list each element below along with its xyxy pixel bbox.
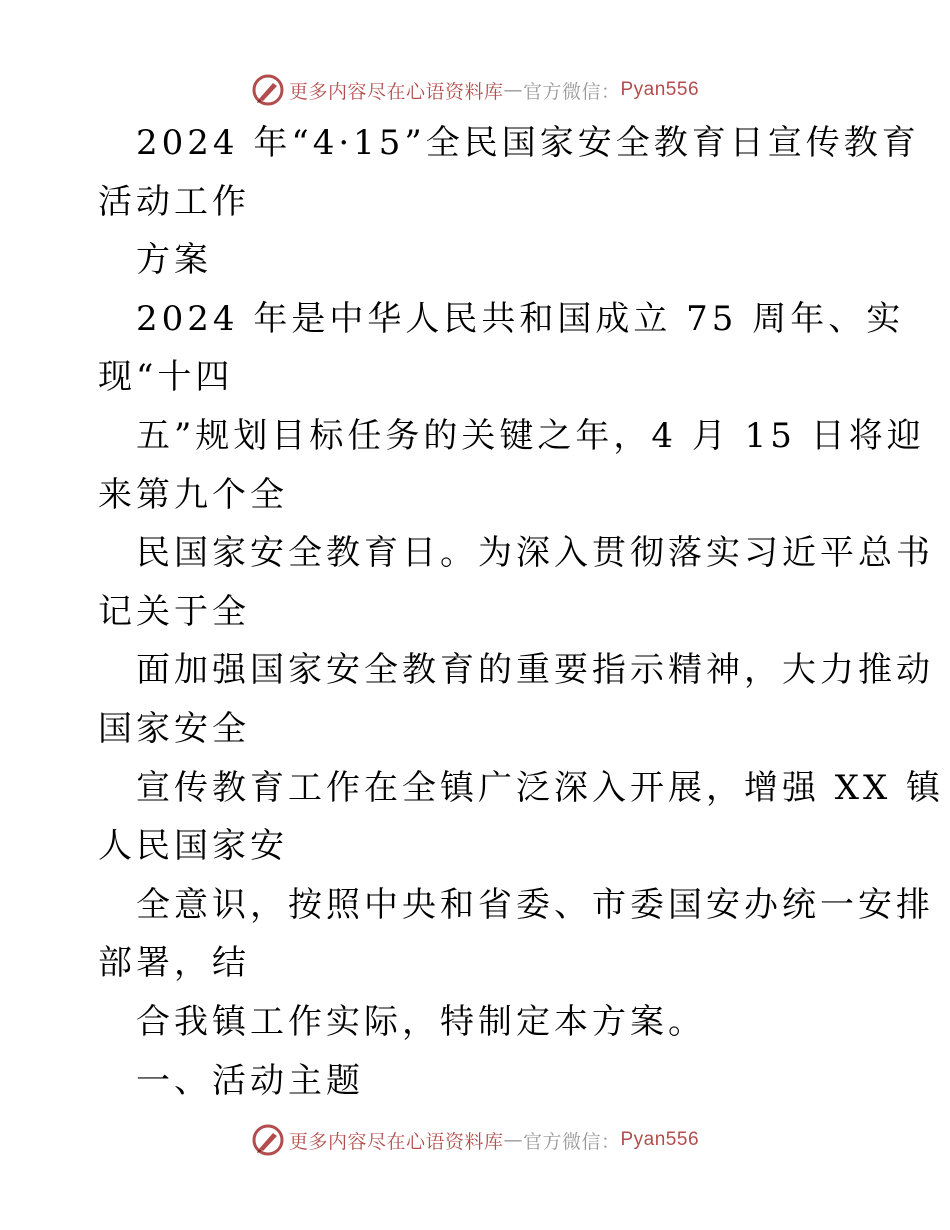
pen-circle-icon [251,1123,285,1157]
watermark-dash: — [503,79,523,101]
document-line: 2024 年是中华人民共和国成立 75 周年、实 [136,298,905,339]
watermark-wechat-label: 官方微信： [522,1130,621,1153]
document-line: 全意识，按照中央和省委、市委国安办统一安排 [136,884,934,925]
pen-circle-icon [251,73,285,107]
document-body [98,114,945,1110]
document-line: 记关于全 [98,591,250,632]
document-line: 宣传教育工作在全镇广泛深入开展，增强 XX 镇 [136,767,945,808]
watermark-wechat-id: Pyan556 [620,1129,700,1150]
document-line: 合我镇工作实际，特制定本方案。 [136,1001,706,1042]
document-line: 民国家安全教育日。为深入贯彻落实习近平总书 [136,533,934,574]
document-line: 现“十四 [98,357,234,398]
watermark-wechat-label: 官方微信： [522,80,621,103]
document-line: 五”规划目标任务的关键之年，4 月 15 日将迎 [136,415,925,456]
document-line: 一、活动主题 [136,1060,364,1101]
document-line: 来第九个全 [98,474,288,515]
footer-watermark [0,1120,950,1160]
document-line: 国家安全 [98,708,250,749]
document-line: 面加强国家安全教育的重要指示精神，大力推动 [136,650,934,691]
document-line: 部署，结 [98,943,250,984]
watermark-text: 更多内容尽在心语资料库 [288,1130,504,1153]
document-line: 人民国家安 [98,826,288,867]
document-line: 2024 年“4·15”全民国家安全教育日宣传教育 [136,123,920,163]
watermark-wechat-id: Pyan556 [620,79,700,100]
header-watermark [0,70,950,110]
watermark-dash: — [503,1129,523,1151]
document-line: 活动工作 [98,181,250,222]
document-line: 方案 [136,240,212,281]
watermark-text: 更多内容尽在心语资料库 [288,80,504,103]
